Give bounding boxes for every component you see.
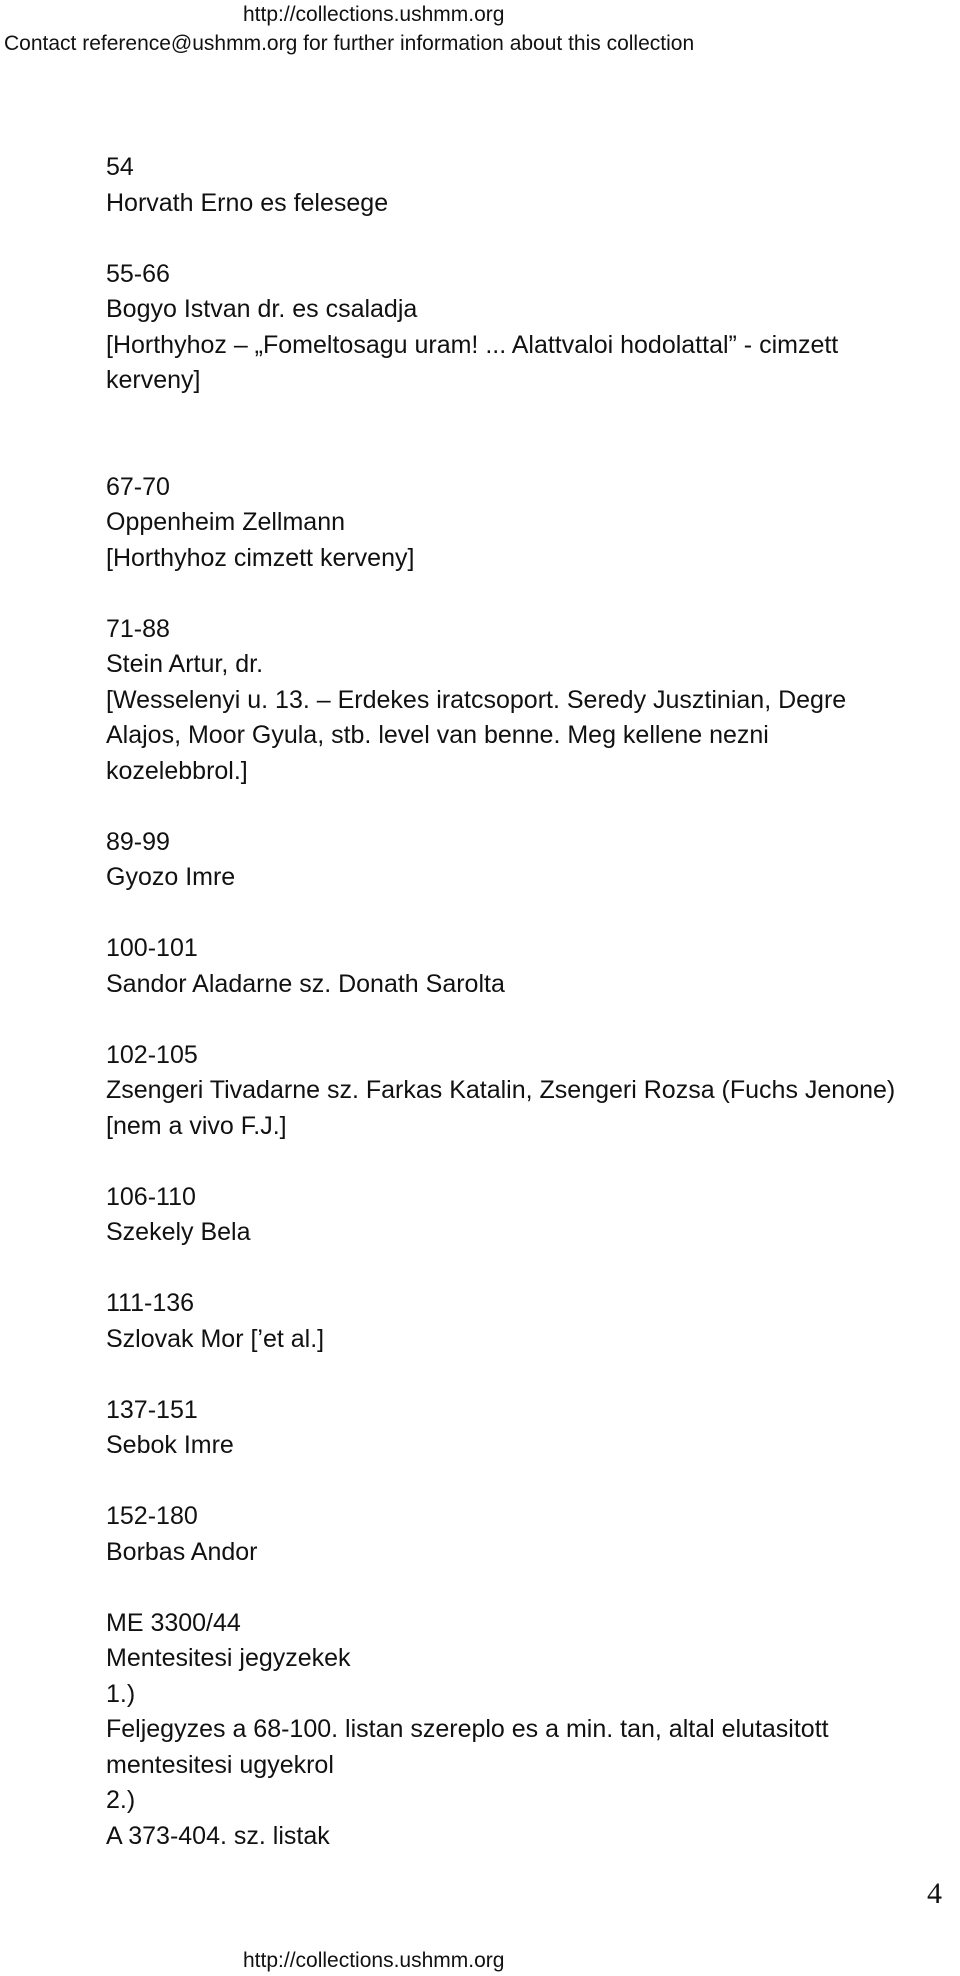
footer-url[interactable]: http://collections.ushmm.org (243, 1949, 505, 1972)
entry-range: 106-110 (106, 1182, 196, 1211)
final-item-line: mentesitesi ugyekrol (106, 1750, 334, 1779)
entry-line: Stein Artur, dr. (106, 650, 264, 678)
entry-line: Szekely Bela (106, 1218, 251, 1246)
document-body (106, 150, 926, 1854)
entry-line: Horvath Erno es felesege (106, 188, 389, 217)
header-contact: Contact reference@ushmm.org for further information about this collection (4, 32, 695, 55)
entry-range: 102-105 (106, 1040, 198, 1069)
page-header (0, 0, 960, 58)
final-item-number: 2.) (106, 1786, 136, 1814)
entry-line: [Wesselenyi u. 13. – Erdekes iratcsoport. Seredy Jusztinian, Degre (106, 685, 847, 714)
entry-range: 111-136 (106, 1289, 195, 1317)
entry-range: 71-88 (106, 614, 170, 643)
entry-line: kozelebbrol.] (106, 756, 248, 785)
final-title: Mentesitesi jegyzekek (106, 1644, 351, 1672)
final-item-line: A 373-404. sz. listak (106, 1821, 330, 1850)
entry-line: [Horthyhoz cimzett kerveny] (106, 543, 415, 572)
entry-line: Sandor Aladarne sz. Donath Sarolta (106, 969, 505, 998)
entry-line: Gyozo Imre (106, 863, 236, 891)
entry-line: kerveny] (106, 366, 201, 394)
page-number: 4 (927, 1877, 942, 1910)
entry-range: 55-66 (106, 259, 170, 288)
entry-line: Zsengeri Tivadarne sz. Farkas Katalin, Zsengeri Rozsa (Fuchs Jenone) (106, 1076, 896, 1104)
entry-line: [nem a vivo F.J.] (106, 1111, 287, 1140)
entry-line: Borbas Andor (106, 1537, 258, 1566)
entry-range: 54 (106, 153, 134, 181)
entry-line: Alajos, Moor Gyula, stb. level van benne. Meg kellene nezni (106, 721, 769, 749)
final-ref: ME 3300/44 (106, 1608, 241, 1637)
entry-line: Sebok Imre (106, 1431, 234, 1459)
entry-range: 67-70 (106, 472, 170, 501)
entry-line: [Horthyhoz – „Fomeltosagu uram! ... Alattvaloi hodolattal” - cimzett (106, 330, 839, 359)
header-url[interactable]: http://collections.ushmm.org (243, 3, 505, 26)
entry-range: 152-180 (106, 1502, 198, 1530)
entry-line: Szlovak Mor [’et al.] (106, 1324, 325, 1353)
entry-range: 100-101 (106, 934, 198, 962)
entry-range: 89-99 (106, 827, 170, 856)
entry-line: Oppenheim Zellmann (106, 508, 346, 536)
entry-line: Bogyo Istvan dr. es csaladja (106, 295, 418, 323)
final-item-number: 1.) (106, 1679, 136, 1708)
final-item-line: Feljegyzes a 68-100. listan szereplo es a min. tan, altal elutasitott (106, 1715, 829, 1743)
entry-range: 137-151 (106, 1395, 198, 1424)
